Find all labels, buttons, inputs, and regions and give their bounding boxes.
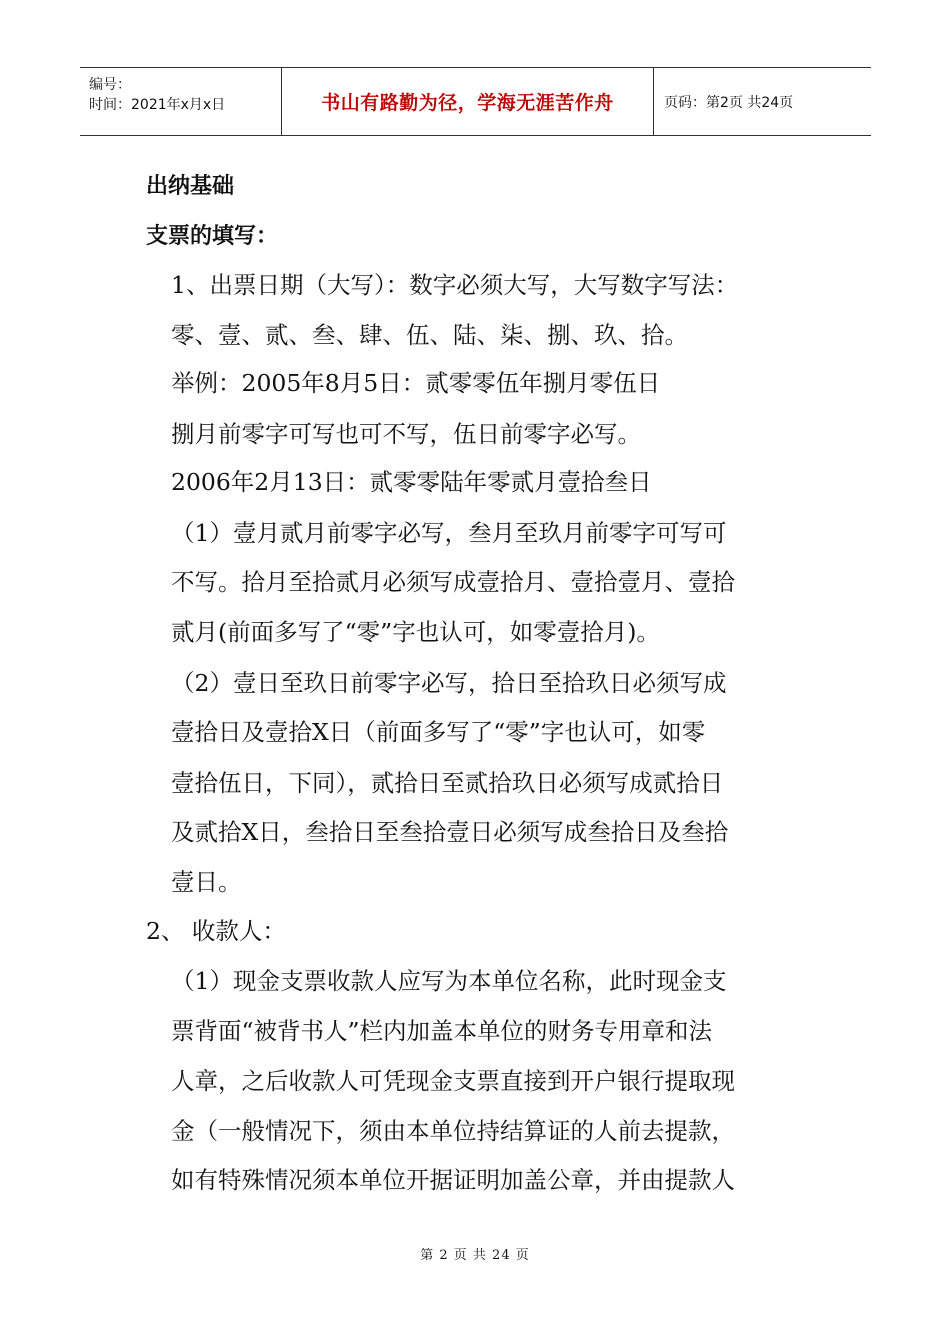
body-line: 壹日。 [171,868,242,896]
time-label: 时间：2021年x月x日 [89,97,226,113]
body-line: 零、壹、贰、叁、肆、伍、陆、柒、捌、玖、拾。 [171,321,688,349]
body-line: 1、出票日期（大写）：数字必须大写，大写数字写法： [171,271,739,299]
number-label: 编号： [89,77,131,93]
body-line: 票背面“被背书人”栏内加盖本单位的财务专用章和法 [171,1017,713,1045]
body-line: 捌月前零字可写也可不写，伍日前零字必写。 [171,420,641,448]
section-title: 出纳基础 [146,174,235,199]
page-info: 页码：第2页 共24页 [664,94,794,111]
body-line: 2006年2月13日：贰零零陆年零贰月壹拾叁日 [171,468,652,496]
section-subtitle: 支票的填写： [146,224,279,249]
header-motto-cell [282,68,654,135]
body-line: 举例：2005年8月5日：贰零零伍年捌月零伍日 [171,369,661,397]
body-line: 壹拾日及壹拾X日（前面多写了“零”字也认可，如零 [171,718,706,746]
body-line: （1）壹月贰月前零字必写，叁月至玖月前零字可写可 [171,519,727,547]
document-header [80,67,871,136]
body-line: 2、 收款人： [146,917,286,945]
body-line: （1）现金支票收款人应写为本单位名称，此时现金支 [171,967,727,995]
body-line: 贰月(前面多写了“零”字也认可，如零壹拾月)。 [171,618,660,646]
body-line: （2）壹日至玖日前零字必写，拾日至拾玖日必须写成 [171,669,727,697]
body-line: 不写。拾月至拾贰月必须写成壹拾月、壹拾壹月、壹拾 [171,568,735,596]
body-line: 壹拾伍日，下同），贰拾日至贰拾玖日必须写成贰拾日 [171,769,724,797]
body-line: 如有特殊情况须本单位开据证明加盖公章，并由提款人 [171,1166,735,1194]
body-line: 金（一般情况下，须由本单位持结算证的人前去提款， [171,1117,735,1145]
header-meta-cell [80,68,282,135]
motto-text: 书山有路勤为径，学海无涯苦作舟 [321,92,614,114]
body-line: 人章，之后收款人可凭现金支票直接到开户银行提取现 [171,1067,735,1095]
page-footer: 第 2 页 共 24 页 [420,1248,530,1263]
body-line: 及贰拾X日，叁拾日至叁拾壹日必须写成叁拾日及叁拾 [171,818,729,846]
header-page-cell [654,68,871,135]
